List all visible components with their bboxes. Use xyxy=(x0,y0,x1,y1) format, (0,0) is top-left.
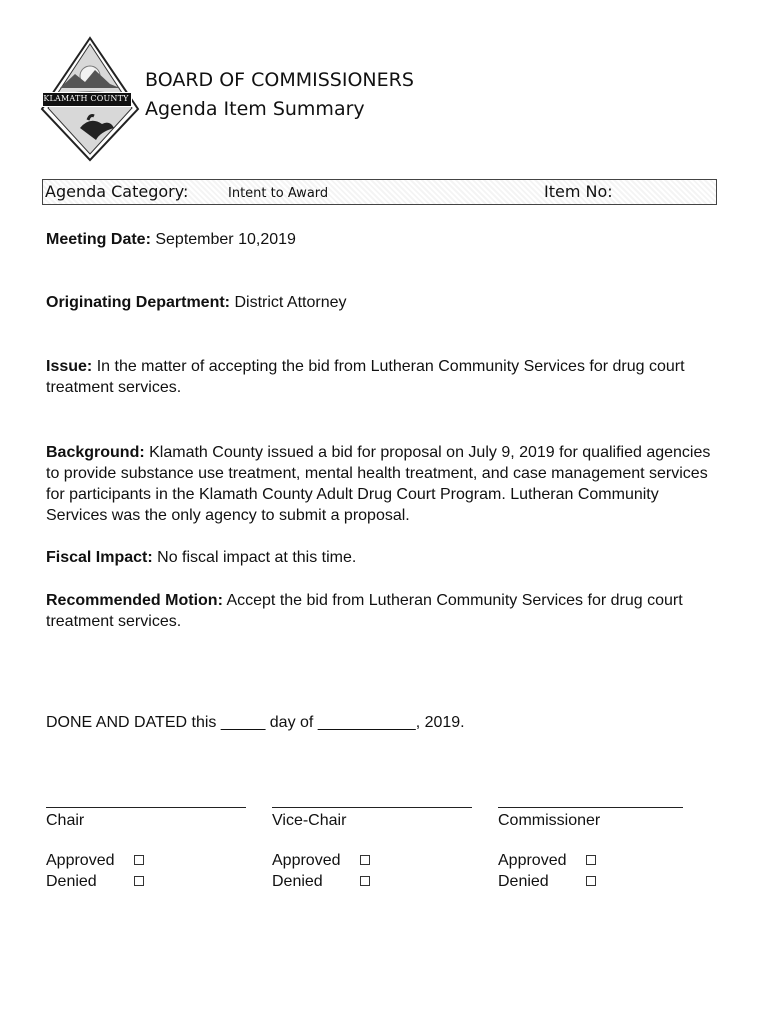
signature-line xyxy=(46,807,246,808)
signature-line xyxy=(498,807,683,808)
background-paragraph xyxy=(46,442,716,526)
department-label: Originating Department: xyxy=(46,294,231,311)
approved-label: Approved xyxy=(272,852,341,869)
item-no-label: Item No: xyxy=(544,182,613,201)
page-title: BOARD OF COMMISSIONERS xyxy=(145,69,414,91)
signature-block-commissioner xyxy=(498,795,708,892)
fiscal-impact-text: No fiscal impact at this time. xyxy=(157,549,357,566)
denied-label: Denied xyxy=(272,873,323,890)
denied-checkbox[interactable] xyxy=(134,876,144,886)
issue-label: Issue: xyxy=(46,358,93,375)
agenda-category-box xyxy=(42,179,717,205)
motion-label: Recommended Motion: xyxy=(46,592,223,609)
fiscal-impact-label: Fiscal Impact: xyxy=(46,549,153,566)
department-value: District Attorney xyxy=(234,294,347,311)
seal-text: KLAMATH COUNTY xyxy=(43,94,129,103)
page-subtitle: Agenda Item Summary xyxy=(145,98,365,120)
signature-role: Commissioner xyxy=(498,812,601,829)
recommended-motion xyxy=(46,590,686,632)
signature-role: Chair xyxy=(46,812,85,829)
meeting-date-value: September 10,2019 xyxy=(155,231,296,248)
issue-paragraph xyxy=(46,356,726,398)
denied-checkbox[interactable] xyxy=(360,876,370,886)
agenda-category-value: Intent to Award xyxy=(228,186,329,201)
denied-label: Denied xyxy=(46,873,97,890)
signature-line xyxy=(272,807,472,808)
meeting-date-label: Meeting Date: xyxy=(46,231,151,248)
approved-label: Approved xyxy=(46,852,115,869)
background-label: Background: xyxy=(46,444,145,461)
originating-department xyxy=(46,292,726,313)
issue-text: In the matter of accepting the bid from Lutheran Community Services for drug court treatment services. xyxy=(46,358,685,396)
county-seal-logo xyxy=(40,36,140,162)
denied-label: Denied xyxy=(498,873,549,890)
done-dated-line: DONE AND DATED this _____ day of ___________, 2019. xyxy=(46,714,465,731)
agenda-category-label: Agenda Category: xyxy=(45,182,189,201)
approved-checkbox[interactable] xyxy=(586,855,596,865)
approved-label: Approved xyxy=(498,852,567,869)
meeting-date xyxy=(46,229,726,250)
background-text: Klamath County issued a bid for proposal on July 9, 2019 for qualified agencies to provide substance use treatment, mental health treatment, and case management services for participants in the Klamath County Adult Drug Court Program. Lutheran Community Services was the only agency to submit a proposal. xyxy=(46,444,711,524)
fiscal-impact xyxy=(46,547,726,568)
approved-checkbox[interactable] xyxy=(360,855,370,865)
signature-block-vice-chair xyxy=(272,795,482,892)
approved-checkbox[interactable] xyxy=(134,855,144,865)
denied-checkbox[interactable] xyxy=(586,876,596,886)
motion-text: Accept the bid from Lutheran Community Services for drug court treatment services. xyxy=(46,592,683,630)
signature-role: Vice-Chair xyxy=(272,812,347,829)
signature-block-chair xyxy=(46,795,256,892)
